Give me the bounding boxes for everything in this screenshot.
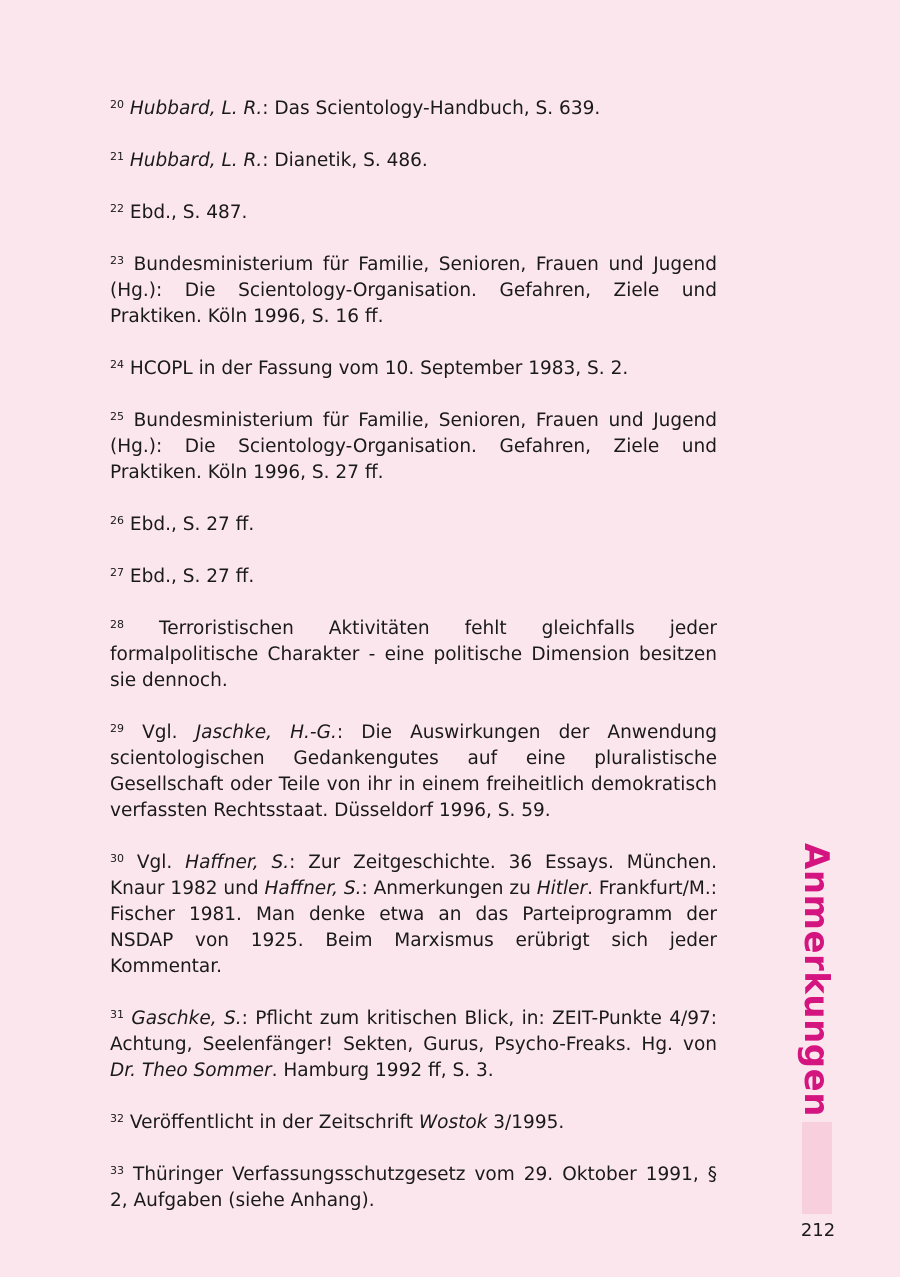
footnote-text: 3/1995. [487, 1112, 565, 1133]
footnote-text: Ebd., S. 27 ff. [129, 514, 255, 535]
footnote [110, 1110, 717, 1136]
footnote-number: 28 [110, 618, 124, 631]
footnote-text: . Frankfurt/M.: Fischer 1981. Man denke etwa an das Parteiprogramm der NSDAP von 1925. Beim Marxismus erübrigt sich jeder Kommentar. [110, 878, 717, 977]
author-name: Hubbard, L. R. [129, 98, 263, 119]
footnote [110, 616, 717, 694]
author-name: Jaschke, H.-G. [195, 722, 337, 743]
section-tab [802, 1122, 832, 1214]
footnote [110, 148, 717, 174]
footnote-number: 30 [110, 852, 124, 865]
footnote-number: 32 [110, 1112, 124, 1125]
footnote-number: 20 [110, 98, 124, 111]
footnote-text: Veröffentlicht in der Zeitschrift [129, 1112, 419, 1133]
footnote-text: : Das Scientology-Handbuch, S. 639. [262, 98, 601, 119]
italic-title: Hitler [536, 878, 588, 899]
footnote [110, 96, 717, 122]
author-name: Hubbard, L. R. [129, 150, 263, 171]
footnote-number: 21 [110, 150, 124, 163]
footnote-number: 25 [110, 410, 124, 423]
footnote-text: Terroristischen Aktivitäten fehlt gleichfalls jeder formalpolitische Charakter - eine politische Dimension besitzen sie dennoch. [110, 618, 717, 691]
footnote-text: Ebd., S. 27 ff. [129, 566, 255, 587]
footnote-number: 22 [110, 202, 124, 215]
footnote [110, 512, 717, 538]
footnote-text: : Dianetik, S. 486. [262, 150, 428, 171]
footnote [110, 408, 717, 486]
author-name: Haffner, S. [264, 878, 362, 899]
footnote-number: 27 [110, 566, 124, 579]
footnote-number: 31 [110, 1008, 124, 1021]
footnote-number: 33 [110, 1164, 124, 1177]
section-title: Anmerkungen [796, 843, 836, 1117]
footnote-list [110, 96, 717, 1214]
footnote-text: : Anmerkungen zu [361, 878, 537, 899]
footnote-text: Vgl. [136, 852, 186, 873]
author-name: Haffner, S. [185, 852, 290, 873]
footnote-text: HCOPL in der Fassung vom 10. September 1983, S. 2. [129, 358, 629, 379]
footnote-number: 26 [110, 514, 124, 527]
page-number: 212 [800, 1220, 836, 1241]
footnote-text: Vgl. [142, 722, 196, 743]
author-name: Dr. Theo Sommer [110, 1060, 272, 1081]
footnote-number: 29 [110, 722, 124, 735]
footnote [110, 252, 717, 330]
footnote [110, 720, 717, 824]
footnote [110, 850, 717, 980]
footnote-text: : Die Auswirkungen der Anwendung scientologischen Gedankengutes auf eine pluralistische Gesellschaft oder Teile von ihr in einem freiheitlich demokratisch verfassten Rechtsstaat. Düsseldorf 1996, S. 59. [110, 722, 717, 821]
footnote-text: Bundesministerium für Familie, Senioren, Frauen und Jugend (Hg.): Die Scientology-Organisation. Gefahren, Ziele und Praktiken. Köln 1996, S. 27 ff. [110, 410, 717, 483]
footnote-text: Bundesministerium für Familie, Senioren, Frauen und Jugend (Hg.): Die Scientology-Organisation. Gefahren, Ziele und Praktiken. Köln 1996, S. 16 ff. [110, 254, 717, 327]
italic-title: Wostok [418, 1112, 488, 1133]
footnote-text: Ebd., S. 487. [129, 202, 248, 223]
footnote [110, 1162, 717, 1214]
footnote [110, 564, 717, 590]
footnote-text: Thüringer Verfassungsschutzgesetz vom 29. Oktober 1991, § 2, Aufgaben (siehe Anhang). [110, 1164, 717, 1211]
footnote-number: 24 [110, 358, 124, 371]
author-name: Gaschke, S. [131, 1008, 242, 1029]
footnote-text: . Hamburg 1992 ff, S. 3. [271, 1060, 494, 1081]
footnote-text: : Pflicht zum kritischen Blick, in: ZEIT-Punkte 4/97: Achtung, Seelenfänger! Sekten, Gurus, Psycho-Freaks. Hg. von [110, 1008, 717, 1055]
footnote-number: 23 [110, 254, 124, 267]
footnote [110, 1006, 717, 1084]
footnote [110, 200, 717, 226]
footnote [110, 356, 717, 382]
footnote-text: : Zur Zeitgeschichte. 36 Essays. München. Knaur 1982 und [110, 852, 717, 899]
